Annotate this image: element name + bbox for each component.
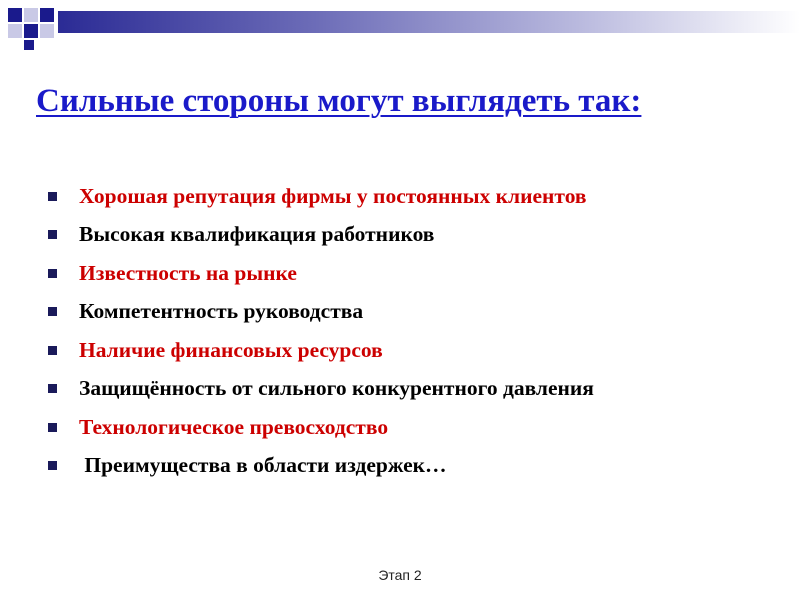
square-bullet-icon: [48, 346, 57, 355]
slide-title: Сильные стороны могут выглядеть так:: [36, 83, 642, 119]
square-bullet-icon: [48, 384, 57, 393]
bullet-text: Высокая квалификация работников: [79, 222, 435, 247]
bullet-text: Компетентность руководства: [79, 299, 364, 324]
list-item: [48, 293, 594, 332]
list-item: [48, 447, 594, 486]
list-item: [48, 408, 594, 447]
bullet-text: Хорошая репутация фирмы у постоянных клиентов: [79, 183, 587, 208]
header-decoration: [0, 0, 800, 60]
square-bullet-icon: [48, 307, 57, 316]
list-item: [48, 254, 594, 293]
square-bullet-icon: [48, 269, 57, 278]
square-bullet-icon: [48, 230, 57, 239]
square-bullet-icon: [48, 192, 57, 201]
list-item: [48, 370, 594, 409]
bullet-text: Известность на рынке: [79, 260, 297, 285]
bullet-text: Защищённость от сильного конкурентного давления: [79, 376, 594, 401]
decor-square: [24, 40, 34, 50]
bullet-text: Преимущества в области издержек…: [79, 453, 447, 478]
strengths-list: [48, 177, 594, 485]
decor-square: [8, 24, 22, 38]
decor-square: [40, 8, 54, 22]
decor-square: [8, 8, 22, 22]
list-item: [48, 216, 594, 255]
decor-square: [24, 24, 38, 38]
decor-square: [40, 24, 54, 38]
square-bullet-icon: [48, 461, 57, 470]
list-item: [48, 331, 594, 370]
bullet-text: Технологическое превосходство: [79, 414, 389, 439]
slide-footer: Этап 2: [378, 567, 422, 583]
header-gradient-bar: [58, 11, 800, 33]
bullet-text: Наличие финансовых ресурсов: [79, 337, 383, 362]
decor-square: [24, 8, 38, 22]
square-bullet-icon: [48, 423, 57, 432]
list-item: [48, 177, 594, 216]
